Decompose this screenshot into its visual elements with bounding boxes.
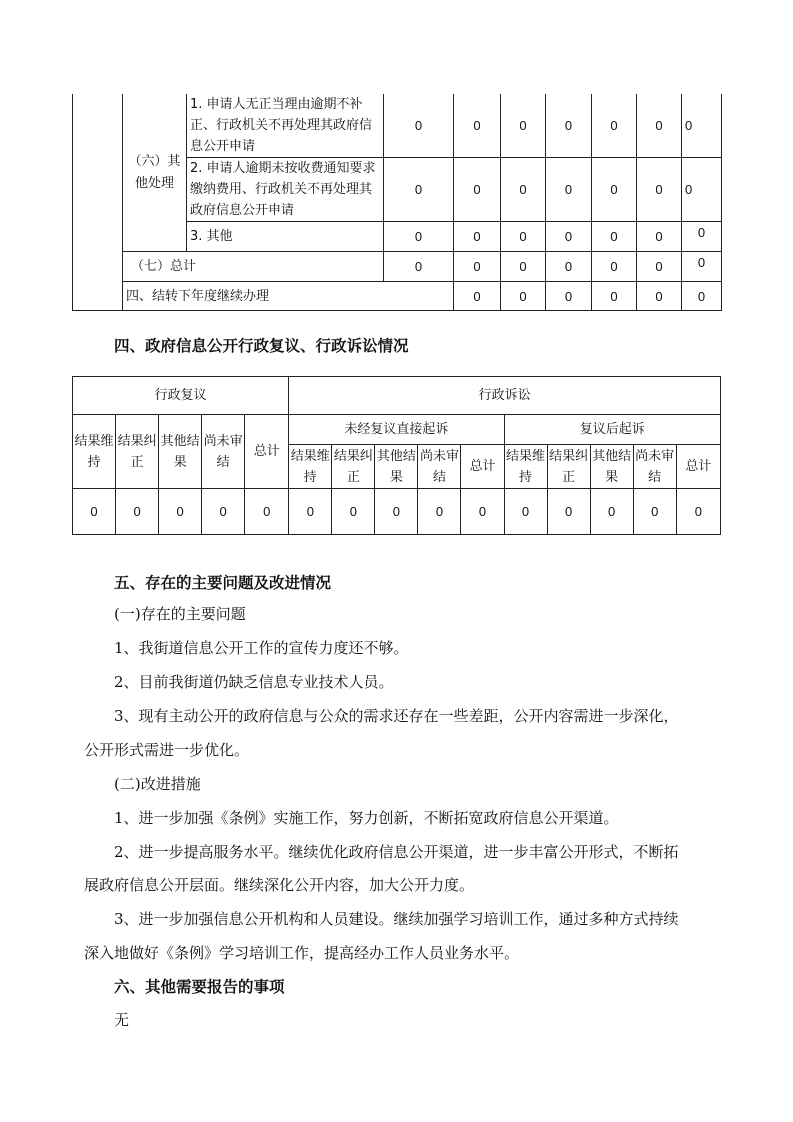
direct-col-header: 总计 (461, 445, 504, 489)
cell-value: 0 (546, 282, 592, 311)
after-col-header: 结果维持 (504, 445, 547, 489)
cell-value: 0 (501, 158, 546, 222)
after-review-suit-header: 复议后起诉 (504, 415, 720, 445)
cell-value: 0 (590, 489, 633, 535)
cell-value: 0 (289, 489, 332, 535)
cell-value: 0 (454, 222, 501, 252)
cell-value: 0 (637, 158, 682, 222)
review-col-header: 结果纠正 (116, 415, 159, 489)
cell-value: 0 (592, 94, 637, 158)
section5-heading: 五、存在的主要问题及改进情况 (114, 574, 332, 592)
problem-line: 1、我街道信息公开工作的宣传力度还不够。 (114, 639, 409, 657)
section4-heading: 四、政府信息公开行政复议、行政诉讼情况 (114, 337, 409, 355)
direct-col-header: 尚未审结 (418, 445, 461, 489)
cell-value: 0 (116, 489, 159, 535)
cell-value: 0 (546, 222, 592, 252)
cell-value: 0 (682, 94, 722, 158)
cell-value: 0 (375, 489, 418, 535)
cell-value: 0 (332, 489, 375, 535)
outer-group-cell (73, 94, 123, 311)
problem-line: 2、目前我街道仍缺乏信息专业技术人员。 (114, 673, 394, 691)
cell-value: 0 (384, 252, 454, 282)
cell-value: 0 (501, 252, 546, 282)
section6-heading: 六、其他需要报告的事项 (114, 978, 285, 996)
measures-subheading: (二)改进措施 (114, 775, 201, 793)
carry-over-label: 四、结转下年度继续办理 (123, 282, 454, 311)
measure-line: 1、进一步加强《条例》实施工作，努力创新，不断拓宽政府信息公开渠道。 (114, 809, 619, 827)
application-handling-table (72, 94, 722, 311)
cell-value: 0 (637, 94, 682, 158)
cell-value: 0 (454, 252, 501, 282)
section6-body: 无 (114, 1011, 130, 1029)
cell-value: 0 (682, 282, 722, 311)
cell-value: 0 (454, 94, 501, 158)
row-label: 3. 其他 (187, 222, 384, 252)
cell-value: 0 (546, 252, 592, 282)
review-header: 行政复议 (73, 377, 289, 415)
problem-line: 3、现有主动公开的政府信息与公众的需求还存在一些差距，公开内容需进一步深化， (114, 707, 679, 725)
direct-col-header: 其他结果 (375, 445, 418, 489)
direct-col-header: 结果纠正 (332, 445, 375, 489)
after-col-header: 结果纠正 (547, 445, 590, 489)
after-col-header: 总计 (676, 445, 720, 489)
measure-line: 3、进一步加强信息公开机构和人员建设。继续加强学习培训工作，通过多种方式持续 (114, 910, 679, 928)
cell-value: 0 (418, 489, 461, 535)
cell-value: 0 (461, 489, 504, 535)
after-col-header: 尚未审结 (633, 445, 676, 489)
cell-value: 0 (633, 489, 676, 535)
cell-value: 0 (682, 252, 722, 282)
cell-value: 0 (501, 282, 546, 311)
cell-value: 0 (384, 222, 454, 252)
cell-value: 0 (592, 252, 637, 282)
total-label: （七）总计 (123, 252, 384, 282)
problems-subheading: (一)存在的主要问题 (114, 605, 246, 623)
cell-value: 0 (682, 158, 722, 222)
cell-value: 0 (592, 222, 637, 252)
cell-value: 0 (546, 158, 592, 222)
cell-value: 0 (73, 489, 116, 535)
cell-value: 0 (682, 222, 722, 252)
cell-value: 0 (547, 489, 590, 535)
cell-value: 0 (592, 282, 637, 311)
after-col-header: 其他结果 (590, 445, 633, 489)
cell-value: 0 (637, 222, 682, 252)
cell-value: 0 (384, 94, 454, 158)
review-col-header: 结果维持 (73, 415, 116, 489)
cell-value: 0 (592, 158, 637, 222)
cell-value: 0 (454, 158, 501, 222)
review-litigation-table (72, 376, 721, 535)
cell-value: 0 (546, 94, 592, 158)
other-handling-group-label: （六）其他处理 (123, 94, 187, 252)
litigation-header: 行政诉讼 (289, 377, 721, 415)
review-col-header: 尚未审结 (202, 415, 245, 489)
row-label: 2. 申请人逾期未按收费通知要求缴纳费用、行政机关不再处理其政府信息公开申请 (187, 158, 384, 222)
row-label: 1. 申请人无正当理由逾期不补正、行政机关不再处理其政府信息公开申请 (187, 94, 384, 158)
cell-value: 0 (504, 489, 547, 535)
cell-value: 0 (637, 282, 682, 311)
measure-line: 展政府信息公开层面。继续深化公开内容，加大公开力度。 (84, 876, 475, 894)
cell-value: 0 (159, 489, 202, 535)
cell-value: 0 (637, 252, 682, 282)
cell-value: 0 (245, 489, 289, 535)
cell-value: 0 (676, 489, 720, 535)
review-col-header: 其他结果 (159, 415, 202, 489)
cell-value: 0 (384, 158, 454, 222)
review-col-header: 总计 (245, 415, 289, 489)
cell-value: 0 (454, 282, 501, 311)
measure-line: 2、进一步提高服务水平。继续优化政府信息公开渠道，进一步丰富公开形式，不断拓 (114, 843, 679, 861)
cell-value: 0 (501, 94, 546, 158)
direct-suit-header: 未经复议直接起诉 (289, 415, 504, 445)
cell-value: 0 (501, 222, 546, 252)
cell-value: 0 (202, 489, 245, 535)
measure-line: 深入地做好《条例》学习培训工作，提高经办工作人员业务水平。 (84, 944, 520, 962)
problem-line: 公开形式需进一步优化。 (84, 741, 250, 759)
direct-col-header: 结果维持 (289, 445, 332, 489)
